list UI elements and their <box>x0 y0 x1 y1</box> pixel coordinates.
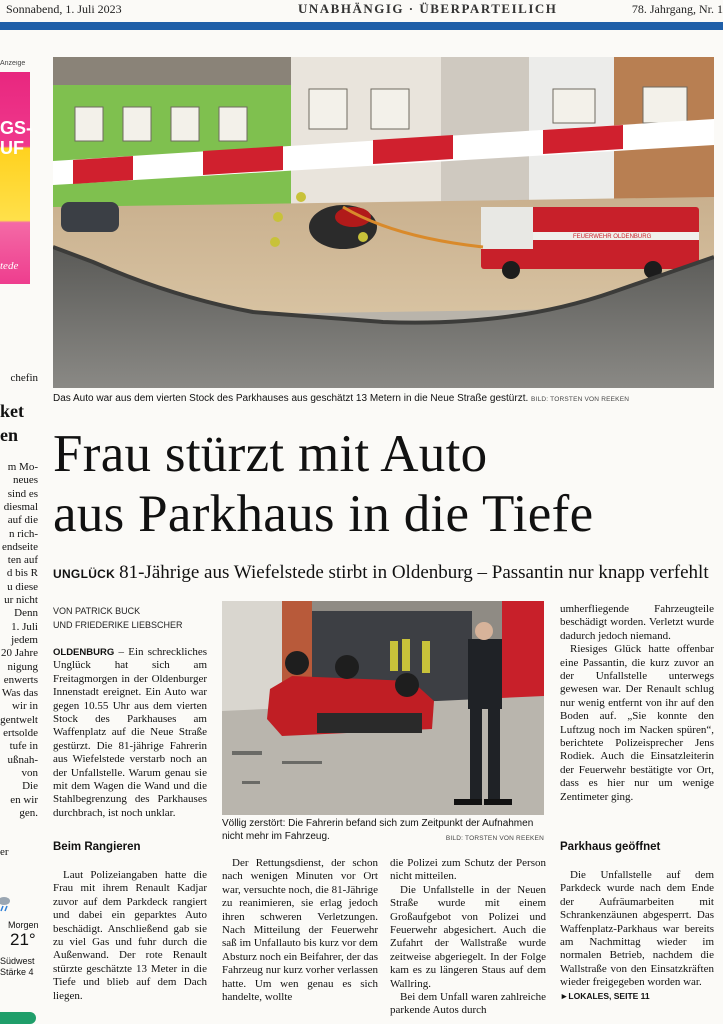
headline-line: Frau stürzt mit Auto <box>53 425 488 483</box>
article-column-1-continued <box>53 869 207 1003</box>
neighbor-text-line: ten auf <box>7 554 38 567</box>
masthead-rule <box>0 22 723 30</box>
article-subheadline <box>53 562 709 584</box>
neighbor-text-line: en wir <box>10 793 38 806</box>
issue-number: 78. Jahrgang, Nr. 1 <box>631 2 723 16</box>
wind-strength: Stärke 4 <box>0 967 34 977</box>
article-column-3 <box>390 857 546 1018</box>
newspaper-motto: UNABHÄNGIG · ÜBERPARTEILICH <box>298 1 558 16</box>
advertisement <box>0 72 33 284</box>
neighbor-text-line: 20 Jahre <box>1 647 38 660</box>
masthead <box>0 0 723 30</box>
second-photo-caption <box>222 818 552 845</box>
photo-illustration <box>222 601 544 815</box>
photo-credit: BILD: TORSTEN VON REEKEN <box>531 396 630 403</box>
neighbor-text-line: nigung <box>7 660 38 673</box>
article-column-4 <box>560 603 714 804</box>
neighbor-text-line: Denn <box>14 607 38 620</box>
neighbor-text-line: von <box>21 766 38 779</box>
ad-text: GS- <box>0 118 33 138</box>
headline-line: aus Parkhaus in die Tiefe <box>53 485 594 543</box>
rain-icon <box>0 896 12 912</box>
neighbor-text-line: ußnah- <box>7 753 38 766</box>
page-reference-link[interactable]: ►LOKALES, SEITE 11 <box>560 990 650 1001</box>
dateline: OLDENBURG <box>53 647 115 658</box>
neighbor-text-line: ur nicht <box>4 594 38 606</box>
paragraph: Die Unfallstelle in der Neuen Straße wurde mit einem Großaufgebot von Polizei und Feuerwehr abgesichert. Auch die Zufahrt der Wallstraße wurde zeitweise abgeriegelt. In der Folge kam es zu längeren Staus auf dem Wallring. <box>390 883 546 990</box>
neighbor-text-line: Was das <box>1 687 38 700</box>
neighbor-text-line: ertsolde <box>3 727 38 739</box>
accident-aerial-photo <box>53 57 714 388</box>
teaser-fragment: chefin <box>10 372 38 384</box>
neighbor-text-line: u diese <box>7 580 38 593</box>
neighbor-text-line: neues <box>12 474 38 487</box>
byline <box>53 604 183 632</box>
neighbor-text-line: wir in <box>12 700 38 713</box>
truck-lettering: FEUERWEHR OLDENBURG <box>573 234 652 240</box>
article-column-1 <box>53 646 207 820</box>
neighbor-headline: ket <box>0 401 24 421</box>
paragraph: Laut Polizeiangaben hatte die Frau mit ihrem Renault Kadjar zuvor auf dem Parkdeck rangiert und dabei ein geparktes Auto beschädigt. Anschließend gab sie zu viel Gas und fuhr durch die Außenwand. Der rote Renault stürzte geschätzte 13 Meter in die Tiefe und blieb auf dem Dach liegen. <box>53 869 207 1002</box>
neighbor-text-line: jedem <box>11 633 38 646</box>
neighbor-text-line: enwerts <box>3 673 38 686</box>
weather-temperature: 21° <box>10 930 36 949</box>
issue-date: Sonnabend, 1. Juli 2023 <box>6 2 122 16</box>
neighbor-text-line: gen. <box>19 806 38 819</box>
ad-label: Anzeige <box>0 60 26 67</box>
neighbor-text-line: sind es <box>7 487 38 500</box>
ad-text: tede <box>0 260 19 272</box>
neighbor-text-line: Die <box>22 780 38 793</box>
caption-text: Das Auto war aus dem vierten Stock des Parkhauses aus geschätzt 13 Metern in die Neue Straße gestürzt. <box>53 393 529 404</box>
paragraph: Die Unfallstelle auf dem Parkdeck wurde nach dem Ende der Aufräumarbeiten mit Schrankenzäunen abgesperrt. Das Waffenplatz-Parkhaus war bereits am Nachmittag wieder im normalen Betrieb, nachdem die Wallstraße von den Einsatzkräften wieder freigegeben worden war. <box>560 869 714 989</box>
photo-illustration <box>53 57 714 388</box>
neighbor-text-line: tufe in <box>9 740 38 753</box>
neighbor-text-line: m Mo- <box>7 461 38 473</box>
teaser-badge <box>0 1012 36 1024</box>
wind-direction: Südwest <box>0 956 35 966</box>
subheadline-text: 81-Jährige aus Wiefelstede stirbt in Oldenburg – Passantin nur knapp verfehlt <box>119 562 709 583</box>
paragraph: Bei dem Unfall waren zahlreiche parkende Autos durch <box>390 991 546 1017</box>
article-column-2 <box>222 857 378 1004</box>
neighbor-text-line: gentwelt <box>0 713 38 726</box>
article-headline <box>53 424 723 544</box>
neighbor-text-line: n rich- <box>8 527 38 540</box>
weather-label: Morgen <box>8 920 39 930</box>
kicker: UNGLÜCK <box>53 567 116 581</box>
subhead: Parkhaus geöffnet <box>560 841 661 853</box>
author: UND FRIEDERIKE LIEBSCHER <box>53 620 183 630</box>
left-neighbor-column <box>0 60 44 1024</box>
top-photo-caption <box>53 393 718 404</box>
subhead: Beim Rangieren <box>53 841 141 853</box>
neighbor-text-fragment: er <box>0 846 9 858</box>
neighbor-headline: en <box>0 425 18 445</box>
neighbor-text-line: endseite <box>1 540 38 553</box>
neighbor-text-line: auf die <box>7 514 38 527</box>
neighbor-text-line: d bis R <box>6 567 38 580</box>
neighbor-text-line: diesmal <box>3 500 38 513</box>
paragraph: umherfliegende Fahrzeugteile beschädigt worden. Verletzt wurde dadurch jedoch niemand. <box>560 603 714 642</box>
caption-text: Völlig zerstört: Die Fahrerin befand sich zum Zeitpunkt der Aufnahmen nicht mehr im Fahrzeug. <box>222 818 534 842</box>
photo-credit: BILD: TORSTEN VON REEKEN <box>445 834 544 842</box>
neighbor-text-line: 1. Juli <box>11 620 38 633</box>
author: VON PATRICK BUCK <box>53 606 141 616</box>
paragraph: Riesiges Glück hatte offenbar eine Passantin, die kurz zuvor an der Unfallstelle unterwegs gewesen war. Der Renault schlug nur wenig entfernt von ihr auf den Boden auf. „Sie konnte den Luftzug noch im Nacken spüren“, berichtete Polizeisprecher Jens Rodiek. Auch die Einsatzleiterin der Feuerwehr bestätigte vor Ort, dass es hier nur um wenige Zentimeter ging. <box>560 643 714 803</box>
paragraph: die Polizei zum Schutz der Person nicht mitteilen. <box>390 857 546 883</box>
ad-text: UF <box>0 138 24 158</box>
paragraph: Der Rettungsdienst, der schon nach wenigen Minuten vor Ort war, versuchte noch, die 81-Jährige zu reanimieren, sie erlag jedoch ihren schweren Verletzungen. Nach Mitteilung der Feuerwehr saß im Unfallauto bis kurz vor dem Absturz noch ein Beifahrer, der das Fahrzeug nur kurz vorher verlassen hatte. Um wen genau es sich handelte, wollte <box>222 857 378 1004</box>
article-column-4-continued <box>560 869 714 1003</box>
lead-paragraph: – Ein schreckliches Unglück hat sich am Freitagmorgen in der Oldenburger Innenstadt ereignet. Ein Auto war gegen 10.55 Uhr aus dem vierten Stock des Parkhauses am Waffenplatz auf die Neue Straße gestürzt. Die 81-jährige Fahrerin aus Wiefelstede verstarb noch an der Unfallstelle. Warum genau sie mit dem Wagen die Wand und die Stahlbegrenzung des Parkhauses durchbrach, ist noch unklar. <box>53 646 207 819</box>
wrecked-car-photo <box>222 601 544 815</box>
